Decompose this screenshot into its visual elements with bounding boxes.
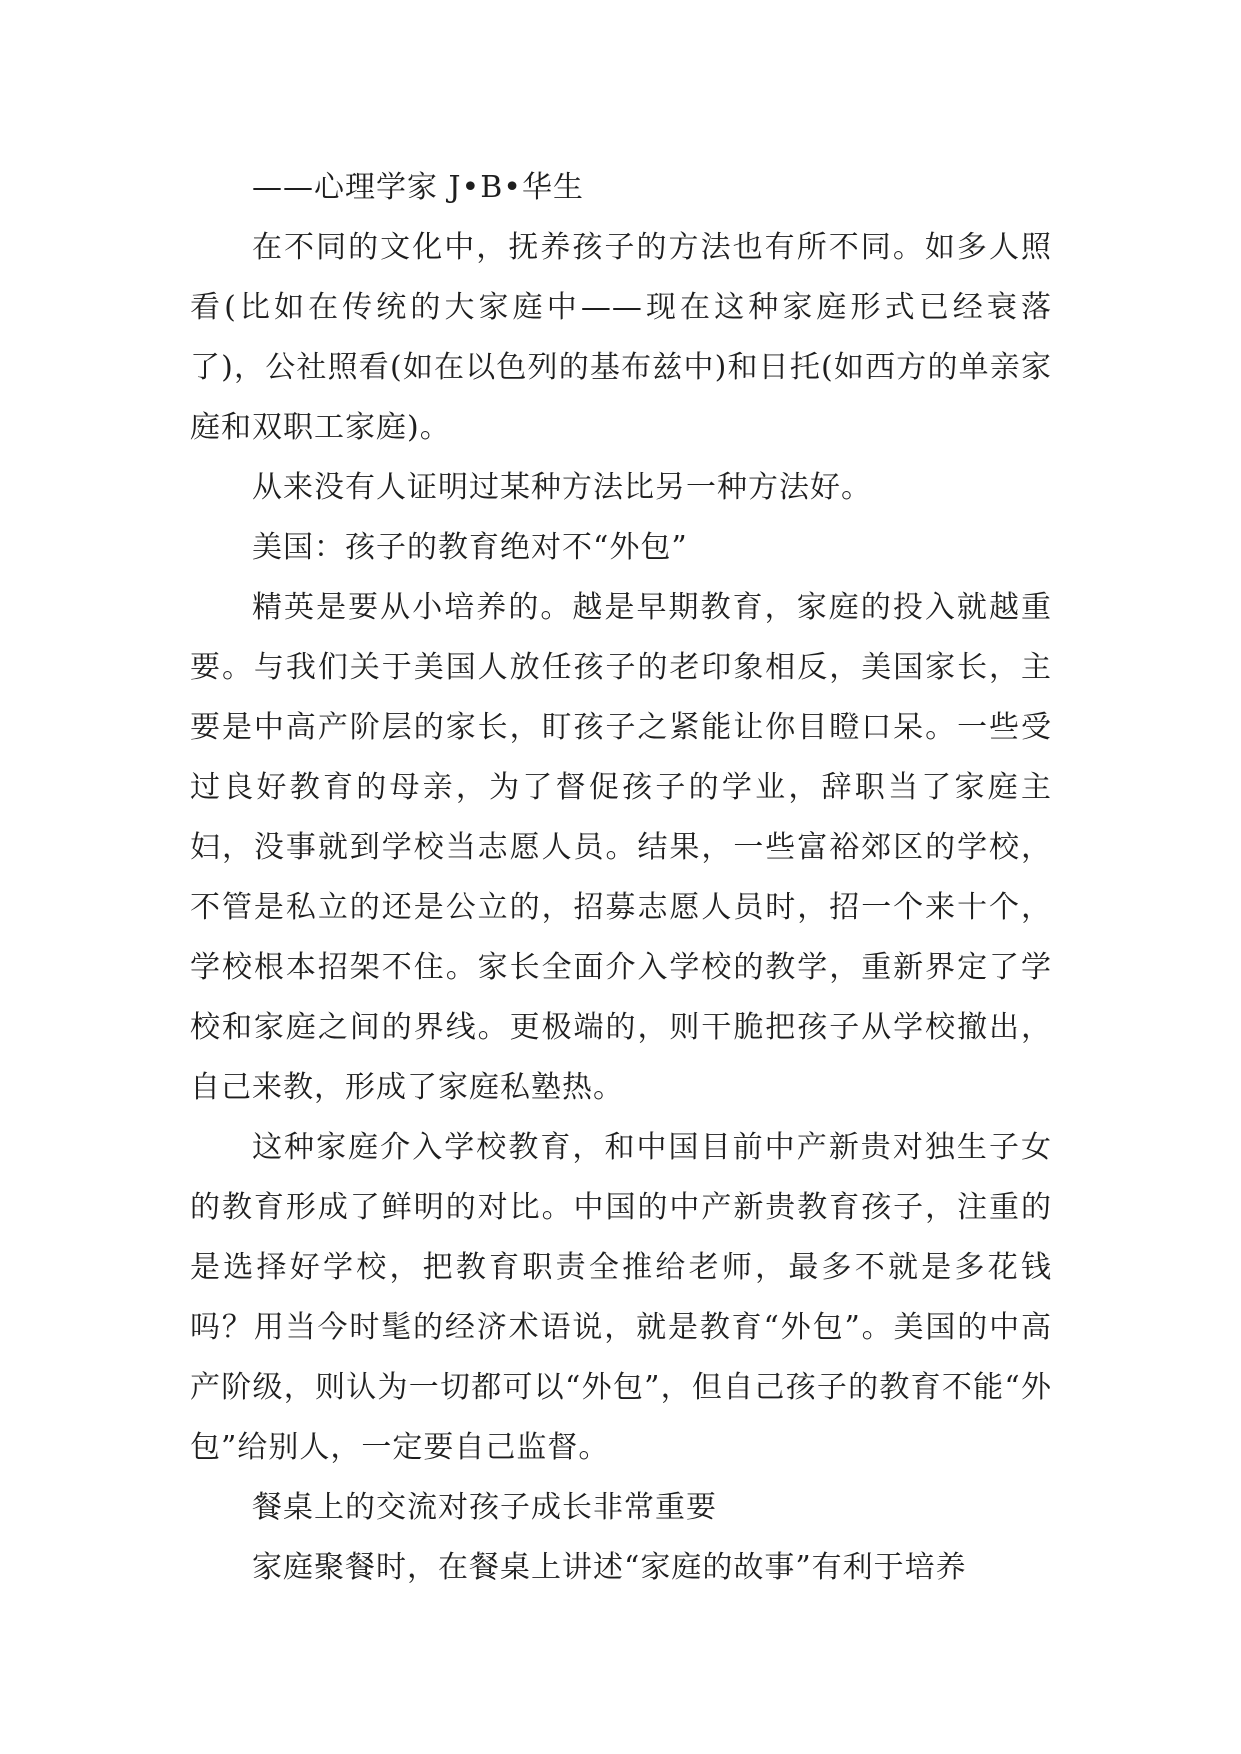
- section-heading-dinner-table: 餐桌上的交流对孩子成长非常重要: [252, 1490, 717, 1525]
- section-heading-usa: 美国：孩子的教育绝对不“外包”: [252, 530, 688, 565]
- quote-attribution: ——心理学家 J•B•华生: [252, 170, 584, 205]
- paragraph-elite-education: 精英是要从小培养的。越是早期教育，家庭的投入就越重要。与我们关于美国人放任孩子的老印象相反，美国家长，主要是中高产阶层的家长，盯孩子之紧能让你目瞪口呆。一些受过良好教育的母亲，为了督促孩子的学业，辞职当了家庭主妇，没事就到学校当志愿人员。结果，一些富裕郊区的学校，不管是私立的还是公立的，招募志愿人员时，招一个来十个，学校根本招架不住。家长全面介入学校的教学，重新界定了学校和家庭之间的界线。更极端的，则干脆把孩子从学校撤出，自己来教，形成了家庭私塾热。: [190, 590, 1052, 1105]
- document-body: [190, 158, 1052, 1598]
- paragraph-china-comparison: 这种家庭介入学校教育，和中国目前中产新贵对独生子女的教育形成了鲜明的对比。中国的中产新贵教育孩子，注重的是选择好学校，把教育职责全推给老师，最多不就是多花钱吗？用当今时髦的经济术语说，就是教育“外包”。美国的中高产阶级，则认为一切都可以“外包”，但自己孩子的教育不能“外包”给别人，一定要自己监督。: [190, 1130, 1052, 1465]
- paragraph-no-method-proven: 从来没有人证明过某种方法比另一种方法好。: [252, 470, 872, 505]
- paragraph-family-dinner: 家庭聚餐时，在餐桌上讲述“家庭的故事”有利于培养: [252, 1550, 967, 1585]
- paragraph-childcare-cultures: 在不同的文化中，抚养孩子的方法也有所不同。如多人照看(比如在传统的大家庭中——现在这种家庭形式已经衰落了)，公社照看(如在以色列的基布兹中)和日托(如西方的单亲家庭和双职工家庭)。: [190, 230, 1052, 445]
